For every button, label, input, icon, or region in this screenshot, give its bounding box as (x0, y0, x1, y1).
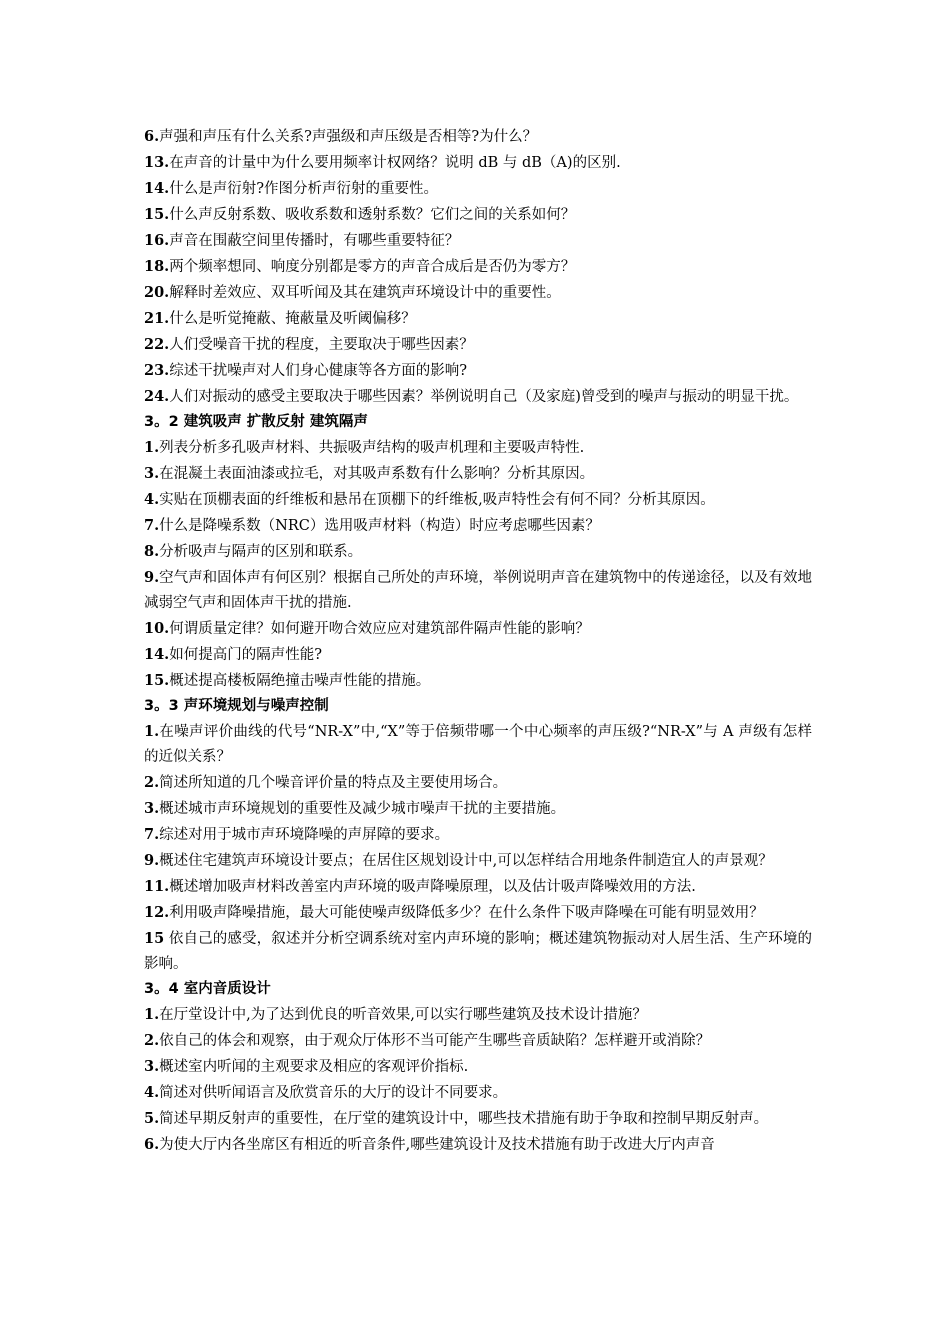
question-number: 1. (144, 723, 160, 740)
question-item (144, 719, 812, 770)
question-text: 在混凝土表面油漆或拉毛，对其吸声系数有什么影响？分析其原因。 (159, 466, 595, 482)
question-number: 4. (144, 491, 160, 508)
question-item (144, 358, 812, 384)
question-item (144, 1002, 812, 1028)
question-number: 2. (144, 774, 160, 791)
question-item (144, 1054, 812, 1080)
question-number: 5. (144, 1110, 160, 1127)
question-text: 如何提高门的隔声性能? (169, 647, 323, 663)
question-number: 8. (144, 543, 160, 560)
question-text: 在噪声评价曲线的代号“NR-X”中,“X”等于倍频带哪一个中心频率的声压级?“NR-X”与 A 声级有怎样的近似关系？ (144, 724, 812, 765)
question-text: 人们受噪音干扰的程度，主要取决于哪些因素？ (169, 337, 474, 353)
question-number: 12. (144, 904, 170, 921)
question-number: 7. (144, 517, 160, 534)
question-text: 依自己的感受，叙述并分析空调系统对室内声环境的影响；概述建筑物振动对人居生活、生产环境的影响。 (144, 931, 812, 972)
question-item (144, 1080, 812, 1106)
section-heading: 3。3 声环境规划与噪声控制 (144, 698, 329, 714)
question-item (144, 1028, 812, 1054)
question-text: 综述对用于城市声环境降噪的声屏障的要求。 (159, 827, 450, 843)
question-text: 简述早期反射声的重要性，在厅堂的建筑设计中，哪些技术措施有助于争取和控制早期反射声。 (159, 1111, 769, 1127)
question-item (144, 642, 812, 668)
question-text: 利用吸声降噪措施，最大可能使噪声级降低多少？在什么条件下吸声降噪在可能有明显效用？ (169, 905, 764, 921)
question-number: 21. (144, 310, 170, 327)
question-item (144, 150, 812, 176)
question-item (144, 384, 812, 410)
question-item (144, 228, 812, 254)
question-text: 两个频率想同、响度分别都是零方的声音合成后是否仍为零方？ (169, 259, 576, 275)
question-item (144, 487, 812, 513)
question-number: 18. (144, 258, 170, 275)
question-item (144, 202, 812, 228)
question-number: 3. (144, 800, 160, 817)
question-number: 6. (144, 128, 160, 145)
question-number: 3. (144, 1058, 160, 1075)
question-item (144, 822, 812, 848)
question-text: 依自己的体会和观察，由于观众厅体形不当可能产生哪些音质缺陷？怎样避开或消除？ (159, 1033, 711, 1049)
question-item (144, 770, 812, 796)
question-item (144, 1132, 812, 1158)
section-heading: 3。2 建筑吸声 扩散反射 建筑隔声 (144, 414, 368, 430)
question-number: 11. (144, 878, 170, 895)
question-item (144, 900, 812, 926)
question-text: 为使大厅内各坐席区有相近的听音条件,哪些建筑设计及技术措施有助于改进大厅内声音 (159, 1137, 715, 1153)
question-number: 9. (144, 852, 160, 869)
question-text: 什么是声衍射?作图分析声衍射的重要性。 (169, 181, 439, 197)
question-text: 概述提高楼板隔绝撞击噪声性能的措施。 (169, 673, 431, 689)
question-number: 14. (144, 180, 170, 197)
question-item (144, 926, 812, 977)
question-item (144, 796, 812, 822)
question-item (144, 124, 812, 150)
section-heading: 3。4 室内音质设计 (144, 981, 271, 997)
question-text: 概述住宅建筑声环境设计要点；在居住区规划设计中,可以怎样结合用地条件制造宜人的声景观？ (159, 853, 773, 869)
question-item (144, 565, 812, 616)
question-text: 什么是听觉掩蔽、掩蔽量及听阈偏移？ (169, 311, 416, 327)
question-text: 概述城市声环境规划的重要性及减少城市噪声干扰的主要措施。 (159, 801, 566, 817)
question-number: 9. (144, 569, 160, 586)
question-item (144, 280, 812, 306)
question-text: 声强和声压有什么关系?声强级和声压级是否相等?为什么？ (159, 129, 538, 145)
question-text: 简述对供听闻语言及欣赏音乐的大厅的设计不同要求。 (159, 1085, 508, 1101)
question-number: 7. (144, 826, 160, 843)
question-number: 23. (144, 362, 170, 379)
question-item (144, 513, 812, 539)
question-number: 15. (144, 206, 170, 223)
question-item (144, 435, 812, 461)
question-item (144, 848, 812, 874)
question-item (144, 668, 812, 694)
question-item (144, 1106, 812, 1132)
question-section (144, 977, 812, 1158)
question-text: 声音在围蔽空间里传播时，有哪些重要特征？ (169, 233, 460, 249)
question-item (144, 539, 812, 565)
question-item (144, 254, 812, 280)
question-section (144, 124, 812, 410)
document-body (144, 124, 812, 1158)
question-item (144, 461, 812, 487)
question-text: 空气声和固体声有何区别？根据自己所处的声环境，举例说明声音在建筑物中的传递途径，以及有效地减弱空气声和固体声干扰的措施. (144, 570, 812, 611)
question-item (144, 306, 812, 332)
question-text: 什么是降噪系数（NRC）选用吸声材料（构造）时应考虑哪些因素？ (159, 518, 600, 534)
question-number: 16. (144, 232, 170, 249)
question-section (144, 410, 812, 694)
question-item (144, 616, 812, 642)
question-item (144, 332, 812, 358)
question-text: 分析吸声与隔声的区别和联系。 (159, 544, 363, 560)
question-text: 在厅堂设计中,为了达到优良的听音效果,可以实行哪些建筑及技术设计措施？ (159, 1007, 647, 1023)
question-text: 解释时差效应、双耳听闻及其在建筑声环境设计中的重要性。 (169, 285, 561, 301)
question-number: 13. (144, 154, 170, 171)
question-number: 20. (144, 284, 170, 301)
question-text: 在声音的计量中为什么要用频率计权网络？说明 dB 与 dB（A)的区别. (169, 155, 621, 171)
question-item (144, 874, 812, 900)
question-text: 简述所知道的几个噪音评价量的特点及主要使用场合。 (159, 775, 508, 791)
question-text: 综述干扰噪声对人们身心健康等各方面的影响? (169, 363, 468, 379)
question-text: 人们对振动的感受主要取决于哪些因素？举例说明自己（及家庭)曾受到的噪声与振动的明显干扰。 (169, 389, 799, 405)
question-number: 2. (144, 1032, 160, 1049)
question-item (144, 176, 812, 202)
question-section (144, 694, 812, 977)
question-number: 22. (144, 336, 170, 353)
question-number: 6. (144, 1136, 160, 1153)
question-number: 24. (144, 388, 170, 405)
question-number: 15. (144, 672, 170, 689)
question-text: 实贴在顶棚表面的纤维板和悬吊在顶棚下的纤维板,吸声特性会有何不同？分析其原因。 (159, 492, 715, 508)
question-text: 概述室内听闻的主观要求及相应的客观评价指标. (159, 1059, 469, 1075)
question-text: 何谓质量定律？如何避开吻合效应应对建筑部件隔声性能的影响？ (169, 621, 590, 637)
question-number: 15 (144, 930, 165, 947)
question-number: 14. (144, 646, 170, 663)
question-number: 1. (144, 439, 160, 456)
question-number: 3. (144, 465, 160, 482)
question-number: 4. (144, 1084, 160, 1101)
question-number: 10. (144, 620, 170, 637)
question-text: 列表分析多孔吸声材料、共振吸声结构的吸声机理和主要吸声特性. (159, 440, 585, 456)
question-text: 什么声反射系数、吸收系数和透射系数？它们之间的关系如何？ (169, 207, 576, 223)
question-text: 概述增加吸声材料改善室内声环境的吸声降噪原理，以及估计吸声降噪效用的方法. (169, 879, 696, 895)
question-number: 1. (144, 1006, 160, 1023)
